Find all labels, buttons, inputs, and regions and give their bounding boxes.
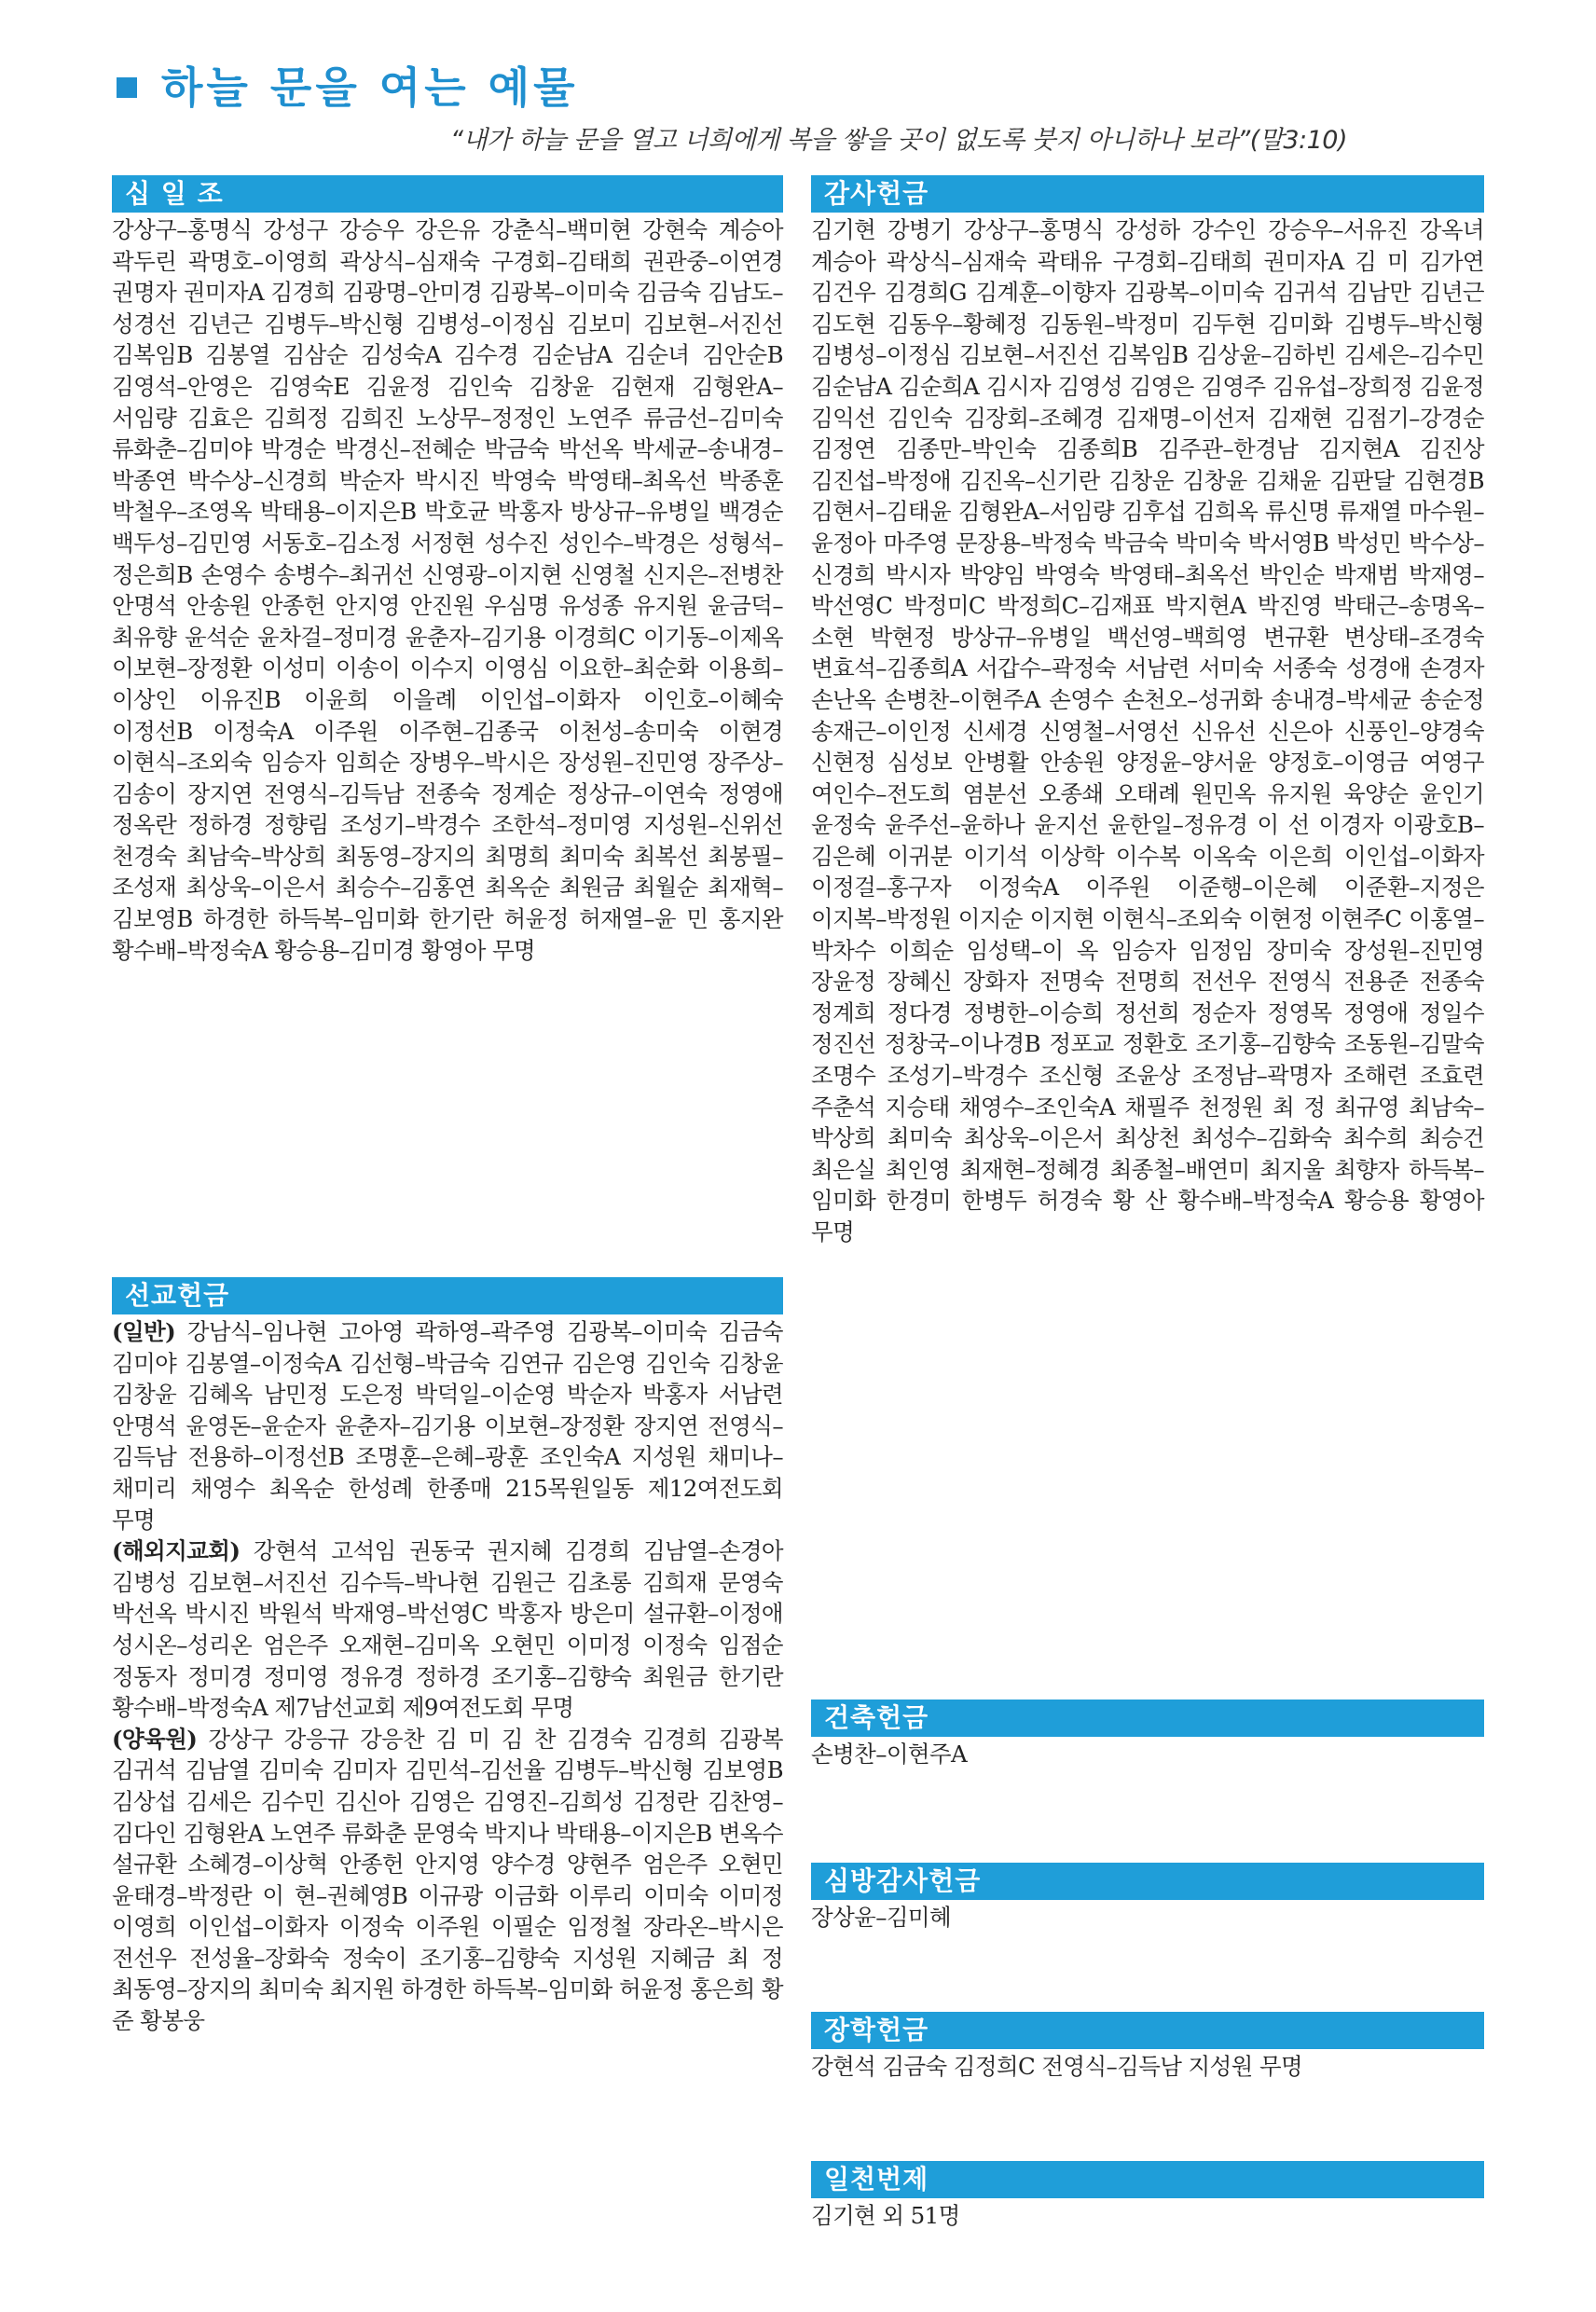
mission-overseas-label: (해외지교회) (112, 1537, 241, 1565)
mission-section (112, 1277, 783, 2037)
mission-general-label: (일반) (112, 1318, 176, 1345)
title-square-icon (117, 77, 137, 98)
mission-header: 선교헌금 (112, 1277, 783, 1314)
tithe-names: 강상구–홍명식 강성구 강승우 강은유 강춘식–백미현 강현숙 계승아 곽두린 곽명호–이영희 곽상식–심재숙 구경회–김태희 권관중–이연경 권명자 권미자A 김경희 김광명–안미경 김광복–이미숙 김금숙 김남도–성경선 김년근 김병두–박신형 김병성–이정심 김보미 김보현–서진선 김복임B 김봉열 김삼순 김성숙A 김수경 김순남A 김순녀 김안순B 김영석–안영은 김영숙E 김윤정 김인숙 김창윤 김현재 김형완A–서임량 김효은 김희정 김희진 노상무–정정인 노연주 류금선–김미숙 류화춘–김미야 박경순 박경신–전혜순 박금숙 박선옥 박세균–송내경–박종연 박수상–신경희 박순자 박시진 박영숙 박영태–최옥선 박종훈 박철우–조영옥 박태용–이지은B 박호균 박홍자 방상규–유병일 백경순 백두성–김민영 서동호–김소정 서정현 성수진 성인수–박경은 성형석–정은희B 손영수 송병수–최귀선 신영광–이지현 신영철 신지은–전병찬 안명석 안송원 안종헌 안지영 안진원 우심명 유성종 유지원 윤금덕–최유향 윤석순 윤차걸–정미경 윤춘자–김기용 이경희C 이기동–이제옥 이보현–장정환 이성미 이송이 이수지 이영심 이요한–최순화 이용희–이상인 이유진B 이윤희 이을례 이인섭–이화자 이인호–이혜숙 이정선B 이정숙A 이주원 이주현–김종국 이천성–송미숙 이현경 이현식–조외숙 임승자 임희순 장병우–박시은 장성원–진민영 장주상–김송이 장지연 전영식–김득남 전종숙 정계순 정상규–이연숙 정영애 정옥란 정하경 정향림 조성기–박경수 조한석–정미영 지성원–신위선 천경숙 최남숙–박상희 최동영–장지의 최명희 최미숙 최복선 최봉필–조성재 최상욱–이은서 최승수–김홍연 최옥순 최원금 최월순 최재혁–김보영B 하경한 하득복–임미화 한기란 허윤정 허재열–윤 민 홍지완 황수배–박정숙A 황승용–김미경 황영아 무명 (112, 216, 783, 964)
thanks-names: 김기현 강병기 강상구–홍명식 강성하 강수인 강승우–서유진 강옥녀 계승아 곽상식–심재숙 곽태유 구경회–김태희 권미자A 김 미 김가연 김건우 김경희G 김계훈–이향자 김광복–이미숙 김귀석 김남만 김년근 김도현 김동우–황혜정 김동원–박정미 김두현 김미화 김병두–박신형 김병성–이정심 김보현–서진선 김복임B 김상윤–김하빈 김세은–김수민 김순남A 김순희A 김시자 김영성 김영은 김영주 김유섭–장희정 김윤정 김익선 김인숙 김장회–조혜경 김재명–이선저 김재현 김점기–강경순 김정연 김종만–박인숙 김종희B 김주관–한경남 김지현A 김진상 김진섭–박정애 김진옥–신기란 김창운 김창윤 김채윤 김판달 김현경B 김현서–김태윤 김형완A–서임량 김후섭 김희옥 류신명 류재열 마수원–윤정아 마주영 문장용–박정숙 박금숙 박미숙 박서영B 박성민 박수상–신경희 박시자 박양임 박영숙 박영태–최옥선 박인순 박재범 박재영–박선영C 박정미C 박정희C–김재표 박지현A 박진영 박태근–송명옥–소현 박현정 방상규–유병일 백선영–백희영 변규환 변상태–조경숙 변효석–김종희A 서갑수–곽정숙 서남련 서미숙 서종숙 성경애 손경자 손난옥 손병찬–이현주A 손영수 손천오–성귀화 송내경–박세균 송순정 송재근–이인정 신세경 신영철–서영선 신유선 신은아 신풍인–양경숙 신현정 심성보 안병활 안송원 양정윤–양서윤 양정호–이영금 여영구 여인수–전도희 염분선 오종쇄 오태례 원민옥 유지원 육양순 윤인기 윤정숙 윤주선–윤하나 윤지선 윤한일–정유경 이 선 이경자 이광호B–김은혜 이귀분 이기석 이상학 이수복 이옥숙 이은희 이인섭–이화자 이정걸–홍구자 이정숙A 이주원 이준행–이은혜 이준환–지정은 이지복–박정원 이지순 이지현 이현식–조외숙 이현정 이현주C 이홍열–박차수 이희순 임성택–이 옥 임승자 임정임 장미숙 장성원–진민영 장윤정 장혜신 장화자 전명숙 전명희 전선우 전영식 전용준 전종숙 정계희 정다경 정병한–이승희 정선희 정순자 정영목 정영애 정일수 정진선 정창국–이나경B 정포교 정환호 조기홍–김향숙 조동원–김말숙 조명수 조성기–박경수 조신형 조윤상 조정남–곽명자 조해련 조효련 주춘석 지승태 채영수–조인숙A 채필주 천정원 최 정 최규영 최남숙–박상희 최미숙 최상욱–이은서 최상천 최성수–김화숙 최수희 최승건 최은실 최인영 최재현–정혜경 최종철–배연미 최지울 최향자 하득복–임미화 한경미 한병두 허경숙 황 산 황수배–박정숙A 황승용 황영아 무명 (811, 216, 1484, 1245)
page-title-text: 하늘 문을 여는 예물 (161, 62, 579, 113)
visit-thanks-section (811, 1863, 1484, 1934)
mission-nursing-names: 강상구 강응규 강응찬 김 미 김 찬 김경숙 김경희 김광복 김귀석 김남열 김미숙 김미자 김민석–김선율 김병두–박신형 김보영B 김상섭 김세은 김수민 김신아 김영은 김영진–김희성 김정란 김찬영–김다인 김형완A 노연주 류화춘 문영숙 박지나 박태용–이지은B 변옥수 설규환 소혜경–이상혁 안종헌 안지영 양수경 양현주 엄은주 오현민 윤태경–박정란 이 현–권혜영B 이규광 이금화 이루리 이미숙 이미정 이영희 이인섭–이화자 이정숙 이주원 이필순 임정철 장라온–박시은 전선우 전성율–장화숙 정숙이 조기홍–김향숙 지성원 지혜금 최 정 최동영–장지의 최미숙 최지원 하경한 하득복–임미화 허윤정 홍은희 황 준 황봉웅 (112, 1725, 783, 2035)
building-section (811, 1700, 1484, 1770)
thanks-header: 감사헌금 (811, 175, 1484, 213)
scholarship-header: 장학헌금 (811, 2012, 1484, 2049)
building-header: 건축헌금 (811, 1700, 1484, 1737)
thousand-section (811, 2161, 1484, 2232)
mission-general-names: 강남식–임나현 고아영 곽하영–곽주영 김광복–이미숙 김금숙 김미야 김봉열–이정숙A 김선형–박금숙 김연규 김은영 김인숙 김창윤 김창윤 김혜옥 남민정 도은정 박덕일–이순영 박순자 박홍자 서남련 안명석 윤영돈–윤순자 윤춘자–김기용 이보현–장정환 장지연 전영식–김득남 전용하–이정선B 조명훈–은혜–광훈 조인숙A 지성원 채미나–채미리 채영수 최옥순 한성례 한종매 215목원일동 제12여전도회 무명 (112, 1318, 783, 1534)
thousand-names: 김기현 외 51명 (811, 2202, 960, 2229)
building-names: 손병찬–이현주A (811, 1741, 968, 1768)
scholarship-names: 강현석 김금숙 김정희C 전영식–김득남 지성원 무명 (811, 2053, 1303, 2080)
mission-nursing-label: (양육원) (112, 1725, 198, 1753)
page-title (117, 54, 579, 116)
thanks-section (811, 175, 1484, 1248)
visit-thanks-names: 장상윤–김미혜 (811, 1904, 952, 1931)
scholarship-section (811, 2012, 1484, 2083)
visit-thanks-header: 심방감사헌금 (811, 1863, 1484, 1900)
mission-overseas-names: 강현석 고석임 권동국 권지혜 김경희 김남열–손경아 김병성 김보현–서진선 김수득–박나현 김원근 김초롱 김희재 문영숙 박선옥 박시진 박원석 박재영–박선영C 박홍자 방은미 설규환–이정애 성시온–성리온 엄은주 오재현–김미옥 오현민 이미정 이정숙 임점순 정동자 정미경 정미영 정유경 정하경 조기홍–김향숙 최원금 한기란 황수배–박정숙A 제7남선교회 제9여전도회 무명 (112, 1537, 783, 1722)
mission-names (112, 1316, 783, 2037)
tithe-header: 십 일 조 (112, 175, 783, 213)
thousand-header: 일천번제 (811, 2161, 1484, 2198)
tithe-section (112, 175, 783, 966)
scripture-verse: “내가 하늘 문을 열고 너희에게 복을 쌓을 곳이 없도록 붓지 아니하나 보라”(말3:10) (449, 126, 1347, 155)
